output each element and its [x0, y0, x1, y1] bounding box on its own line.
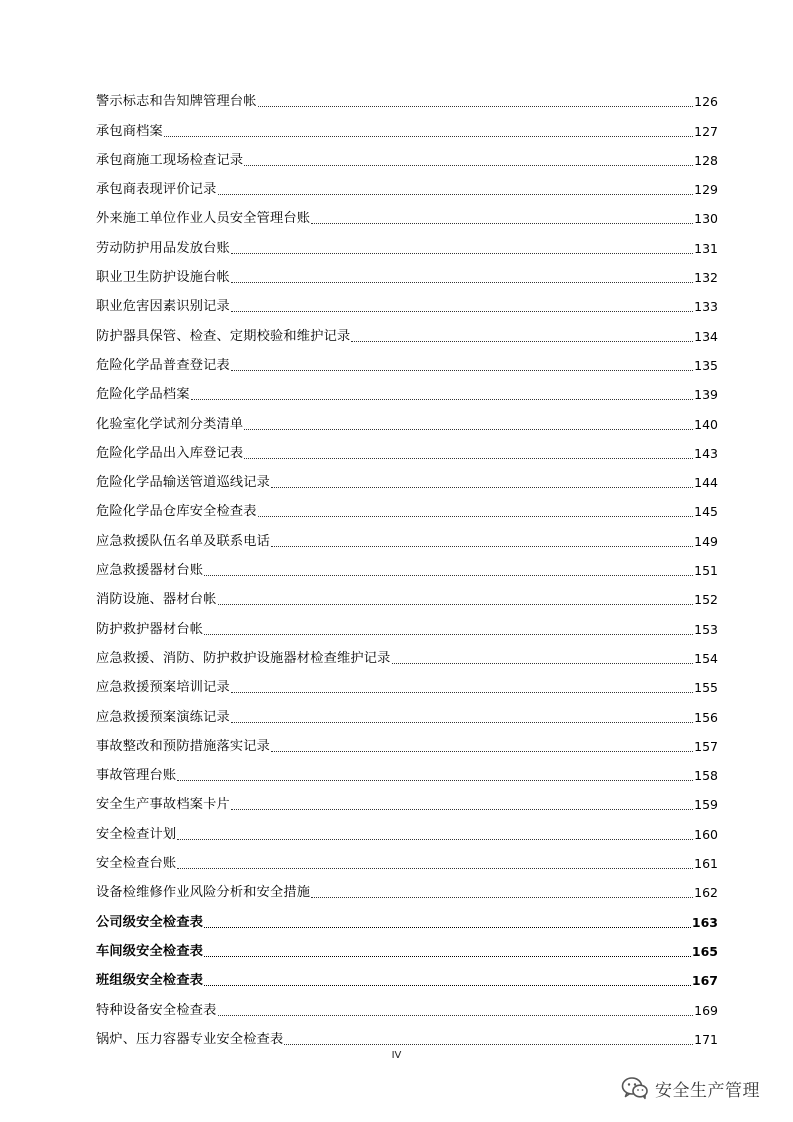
toc-entry-title: 承包商施工现场检查记录	[96, 152, 244, 168]
toc-dot-leader	[258, 106, 693, 107]
toc-dot-leader	[311, 223, 693, 224]
toc-entry-title: 危险化学品档案	[96, 387, 190, 403]
toc-entry-page: 159	[694, 797, 718, 813]
toc-entry-title: 危险化学品仓库安全检查表	[96, 504, 257, 520]
toc-entry[interactable]	[96, 814, 718, 843]
toc-entry-page: 163	[691, 914, 718, 930]
toc-entry[interactable]	[96, 199, 718, 228]
toc-entry-title: 消防设施、器材台帐	[96, 592, 217, 608]
toc-dot-leader	[218, 1015, 694, 1016]
toc-entry-page: 155	[694, 680, 718, 696]
toc-entry[interactable]	[96, 170, 718, 199]
toc-dot-leader	[191, 399, 693, 400]
toc-entry-page: 149	[694, 533, 718, 549]
toc-entry-title: 安全检查计划	[96, 826, 177, 842]
toc-entry-page: 156	[694, 709, 718, 725]
toc-entry[interactable]	[96, 141, 718, 170]
toc-entry-page: 130	[694, 211, 718, 227]
toc-entry-page: 165	[691, 943, 718, 959]
toc-dot-leader	[351, 341, 693, 342]
toc-entry[interactable]	[96, 639, 718, 668]
toc-entry-title: 锅炉、压力容器专业安全检查表	[96, 1031, 284, 1047]
toc-entry[interactable]	[96, 990, 718, 1019]
toc-entry[interactable]	[96, 258, 718, 287]
toc-entry[interactable]	[96, 727, 718, 756]
toc-entry-page: 157	[694, 738, 718, 754]
toc-entry[interactable]	[96, 404, 718, 433]
toc-entry-title: 承包商表现评价记录	[96, 182, 217, 198]
toc-entry-title: 事故管理台账	[96, 768, 177, 784]
toc-entry-page: 162	[694, 885, 718, 901]
toc-entry-page: 154	[694, 650, 718, 666]
page-number: IV	[391, 1050, 402, 1061]
toc-dot-leader	[164, 136, 693, 137]
toc-entry-page: 169	[694, 1002, 718, 1018]
toc-dot-leader	[177, 780, 693, 781]
toc-dot-leader	[392, 663, 694, 664]
toc-dot-leader	[231, 253, 693, 254]
toc-entry-title: 防护器具保管、检查、定期校验和维护记录	[96, 328, 351, 344]
toc-dot-leader	[244, 429, 693, 430]
toc-entry-page: 153	[694, 621, 718, 637]
toc-entry-page: 158	[694, 768, 718, 784]
toc-entry[interactable]	[96, 873, 718, 902]
toc-entry-title: 应急救援预案培训记录	[96, 680, 230, 696]
toc-entry-title: 应急救援队伍名单及联系电话	[96, 533, 271, 549]
toc-entry-title: 劳动防护用品发放台账	[96, 240, 230, 256]
watermark-text: 安全生产管理	[655, 1080, 760, 1101]
toc-dot-leader	[218, 194, 694, 195]
toc-entry-title: 职业危害因素识别记录	[96, 299, 230, 315]
toc-entry-title: 安全生产事故档案卡片	[96, 797, 230, 813]
toc-entry[interactable]	[96, 521, 718, 550]
toc-entry-page: 139	[694, 387, 718, 403]
toc-entry-page: 131	[694, 240, 718, 256]
toc-dot-leader	[244, 165, 693, 166]
toc-dot-leader	[258, 516, 693, 517]
toc-entry[interactable]	[96, 375, 718, 404]
toc-entry-title: 事故整改和预防措施落实记录	[96, 738, 271, 754]
toc-dot-leader	[218, 604, 694, 605]
toc-entry[interactable]	[96, 609, 718, 638]
toc-entry-page: 134	[694, 328, 718, 344]
toc-entry-title: 车间级安全检查表	[96, 943, 204, 959]
toc-dot-leader	[204, 985, 691, 986]
toc-entry[interactable]	[96, 434, 718, 463]
toc-dot-leader	[204, 956, 691, 957]
toc-entry-title: 应急救援、消防、防护救护设施器材检查维护记录	[96, 650, 391, 666]
toc-entry-title: 危险化学品出入库登记表	[96, 445, 244, 461]
toc-dot-leader	[271, 487, 693, 488]
toc-entry-title: 设备检维修作业风险分析和安全措施	[96, 885, 311, 901]
toc-entry[interactable]	[96, 463, 718, 492]
toc-entry[interactable]	[96, 111, 718, 140]
toc-entry[interactable]	[96, 316, 718, 345]
toc-entry-page: 160	[694, 826, 718, 842]
toc-dot-leader	[177, 839, 693, 840]
toc-entry-title: 应急救援器材台账	[96, 563, 204, 579]
toc-dot-leader	[231, 809, 693, 810]
toc-dot-leader	[231, 692, 693, 693]
toc-dot-leader	[204, 634, 693, 635]
toc-entry-page: 143	[694, 445, 718, 461]
toc-entry-title: 防护救护器材台帐	[96, 621, 204, 637]
toc-dot-leader	[231, 722, 693, 723]
toc-entry-page: 132	[694, 270, 718, 286]
toc-entry-title: 危险化学品输送管道巡线记录	[96, 475, 271, 491]
toc-entry-title: 应急救援预案演练记录	[96, 709, 230, 725]
toc-entry-title: 公司级安全检查表	[96, 914, 204, 930]
toc-dot-leader	[271, 546, 693, 547]
wechat-icon	[621, 1076, 649, 1100]
toc-entry[interactable]	[96, 697, 718, 726]
toc-entry-title: 特种设备安全检查表	[96, 1002, 217, 1018]
toc-entry-page: 140	[694, 416, 718, 432]
toc-entry[interactable]	[96, 961, 718, 990]
toc-dot-leader	[204, 575, 693, 576]
toc-entry-page: 133	[694, 299, 718, 315]
toc-entry[interactable]	[96, 228, 718, 257]
toc-entry-page: 144	[694, 475, 718, 491]
toc-entry[interactable]	[96, 1020, 718, 1049]
table-of-contents	[96, 82, 718, 1049]
toc-dot-leader	[231, 311, 693, 312]
toc-entry[interactable]	[96, 844, 718, 873]
toc-entry-page: 152	[694, 592, 718, 608]
toc-dot-leader	[231, 282, 693, 283]
toc-entry-page: 161	[694, 856, 718, 872]
toc-entry[interactable]	[96, 902, 718, 931]
toc-entry-page: 167	[691, 973, 718, 989]
toc-entry-page: 171	[694, 1031, 718, 1047]
toc-entry[interactable]	[96, 82, 718, 111]
toc-entry[interactable]	[96, 785, 718, 814]
toc-entry[interactable]	[96, 668, 718, 697]
toc-dot-leader	[177, 868, 693, 869]
toc-entry-title: 承包商档案	[96, 123, 163, 139]
toc-entry-title: 班组级安全检查表	[96, 973, 204, 989]
toc-entry-page: 151	[694, 563, 718, 579]
toc-entry-page: 127	[694, 123, 718, 139]
toc-entry-title: 安全检查台账	[96, 856, 177, 872]
toc-entry-page: 145	[694, 504, 718, 520]
toc-dot-leader	[284, 1044, 693, 1045]
toc-dot-leader	[311, 897, 693, 898]
toc-entry[interactable]	[96, 756, 718, 785]
toc-dot-leader	[244, 458, 693, 459]
toc-entry[interactable]	[96, 932, 718, 961]
toc-dot-leader	[204, 927, 691, 928]
toc-entry[interactable]	[96, 551, 718, 580]
toc-entry-title: 危险化学品普查登记表	[96, 357, 230, 373]
toc-entry[interactable]	[96, 580, 718, 609]
toc-dot-leader	[231, 370, 693, 371]
toc-entry-page: 129	[694, 182, 718, 198]
toc-entry-title: 警示标志和告知牌管理台帐	[96, 94, 257, 110]
toc-entry-title: 外来施工单位作业人员安全管理台账	[96, 211, 311, 227]
watermark	[621, 1070, 760, 1106]
toc-entry-title: 职业卫生防护设施台帐	[96, 270, 230, 286]
toc-entry[interactable]	[96, 346, 718, 375]
toc-entry-page: 126	[694, 94, 718, 110]
toc-entry-page: 135	[694, 357, 718, 373]
toc-entry[interactable]	[96, 287, 718, 316]
toc-entry[interactable]	[96, 492, 718, 521]
toc-dot-leader	[271, 751, 693, 752]
toc-entry-page: 128	[694, 152, 718, 168]
toc-entry-title: 化验室化学试剂分类清单	[96, 416, 244, 432]
